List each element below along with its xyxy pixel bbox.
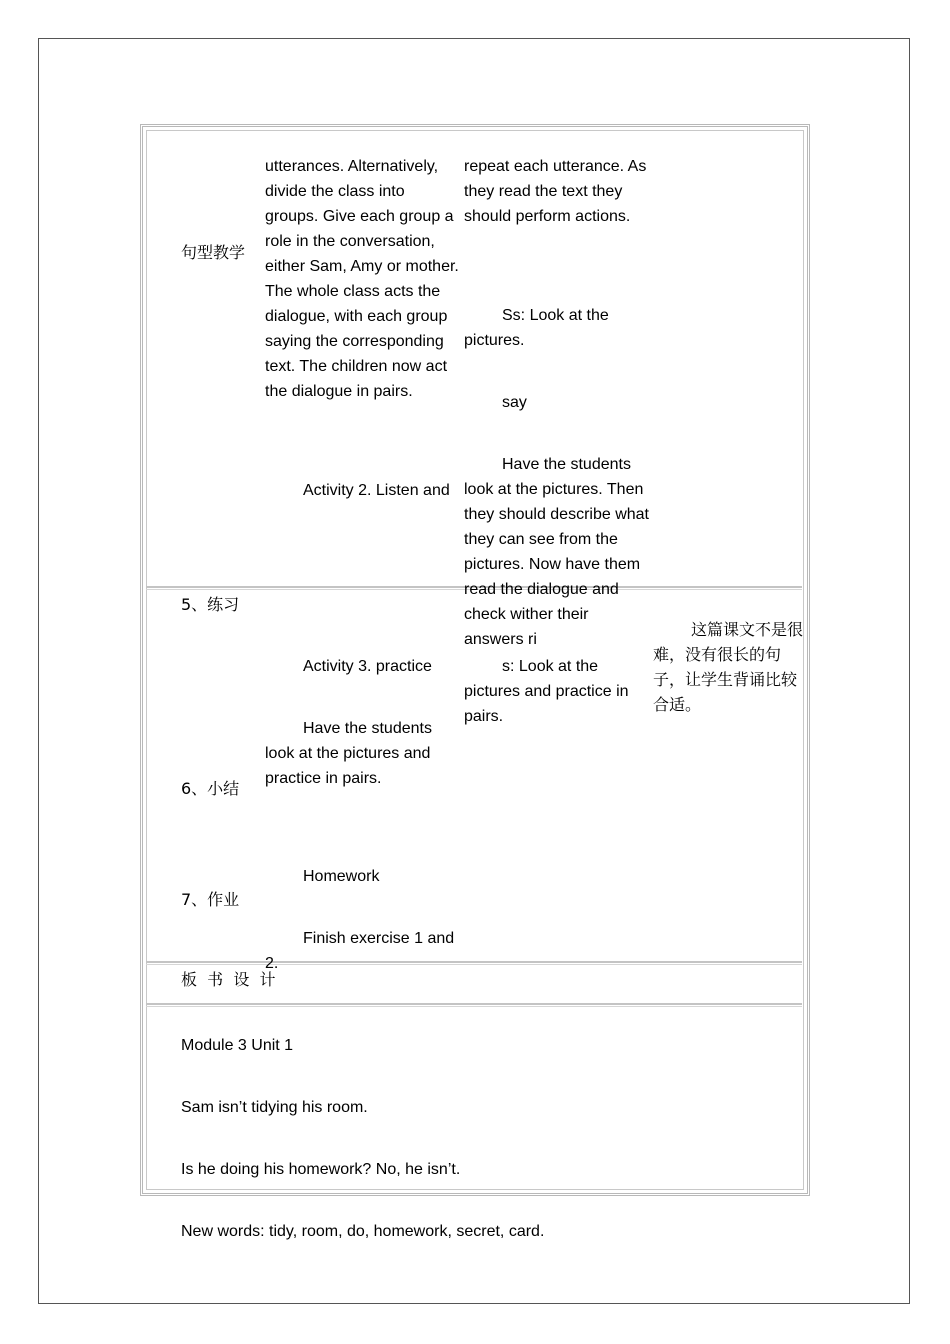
practice-teacher-text bbox=[265, 629, 455, 1001]
homework-description: Finish exercise 1 and 2. bbox=[265, 930, 455, 972]
board-line-sentence: Sam isn’t tidying his room. bbox=[181, 1099, 368, 1116]
student-activity-text bbox=[464, 129, 650, 677]
board-line-new-words: New words: tidy, room, do, homework, secret, card. bbox=[181, 1223, 545, 1240]
homework-heading: Homework bbox=[303, 868, 380, 885]
teaching-note-text: 这篇课文不是很难，没有很长的句子，让学生背诵比较合适。 bbox=[653, 620, 804, 714]
practice-student-text bbox=[464, 629, 650, 754]
blackboard-design-heading: 板 书 设 计 bbox=[181, 970, 276, 989]
student-describe-text: Have the students look at the pictures. Then they should describe what they can see from the pictures. Now have them read the dialogue and check wither their answers ri bbox=[464, 456, 649, 648]
student-look-text: Ss: Look at the pictures. bbox=[464, 307, 609, 349]
row-label-summary: 6、小结 bbox=[181, 779, 240, 798]
activity-3-description: Have the students look at the pictures and practice in pairs. bbox=[265, 720, 432, 787]
row-label-sentence-teaching: 句型教学 bbox=[181, 243, 246, 262]
teaching-note bbox=[653, 592, 809, 742]
student-repeat-text: repeat each utterance. As they read the text they should perform actions. bbox=[464, 158, 647, 225]
student-practice-text: s: Look at the pictures and practice in pairs. bbox=[464, 658, 629, 725]
row-divider bbox=[146, 1003, 802, 1007]
activity-2-heading: Activity 2. Listen and bbox=[303, 482, 450, 499]
board-line-title: Module 3 Unit 1 bbox=[181, 1037, 294, 1054]
row-label-practice: 5、练习 bbox=[181, 595, 240, 614]
board-line-question: Is he doing his homework? No, he isn’t. bbox=[181, 1161, 461, 1178]
row-divider bbox=[146, 961, 802, 965]
activity-3-heading: Activity 3. practice bbox=[303, 658, 432, 675]
teacher-dialogue-text: utterances. Alternatively, divide the class into groups. Give each group a role in the conversation, either Sam, Amy or mother. The whole class acts the dialogue, with each group saying the corresponding text. The children now act the dialogue in pairs. bbox=[265, 158, 459, 400]
blackboard-content bbox=[181, 1008, 544, 1269]
student-say-text: say bbox=[502, 394, 527, 411]
row-label-homework: 7、作业 bbox=[181, 890, 240, 909]
teacher-activity-text bbox=[265, 129, 461, 528]
